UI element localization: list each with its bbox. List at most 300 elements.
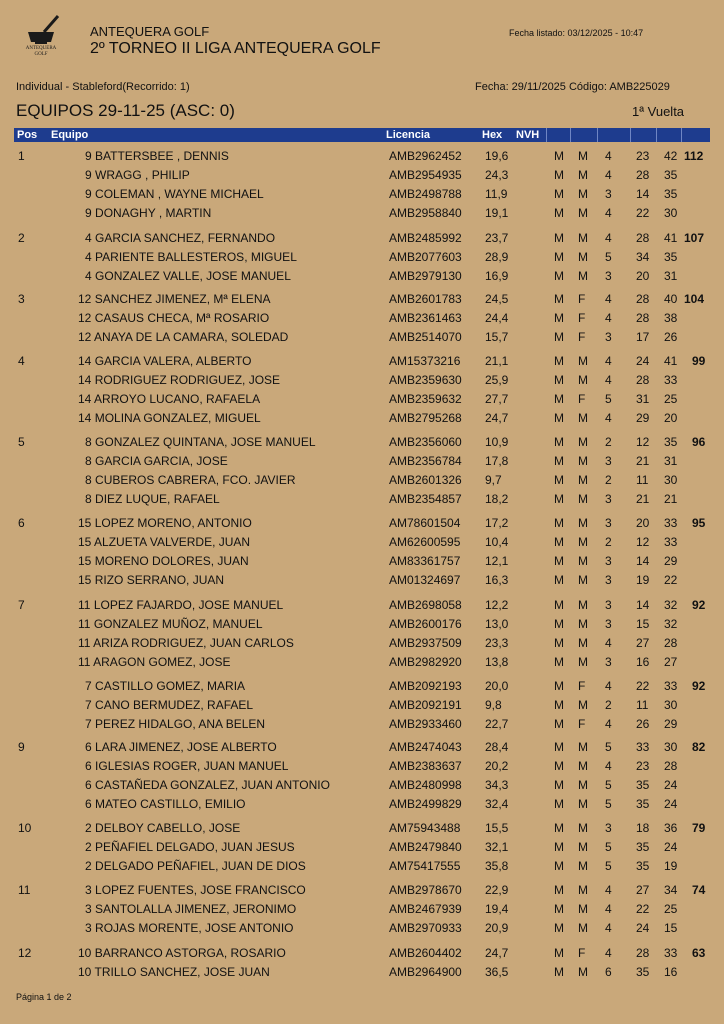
license: AMB2361463 — [389, 311, 462, 325]
table-row — [0, 838, 724, 856]
col-s2: M — [578, 902, 588, 916]
player-name-text: MATEO CASTILLO, EMILIO — [95, 797, 246, 811]
table-row — [0, 552, 724, 570]
position: 3 — [18, 292, 25, 306]
license: AMB2601783 — [389, 292, 462, 306]
col-s1: M — [554, 392, 564, 406]
player-name — [85, 185, 264, 203]
handicap: 15,7 — [485, 330, 509, 344]
col-n: 6 — [605, 965, 612, 979]
col-s1: M — [554, 698, 564, 712]
position: 12 — [18, 946, 32, 960]
header-nvh: NVH — [516, 129, 540, 141]
handicap: 35,8 — [485, 859, 509, 873]
col-s2: F — [578, 392, 586, 406]
license: AM78601504 — [389, 516, 461, 530]
col-b: 22 — [664, 573, 678, 587]
license: AMB2970933 — [389, 921, 462, 935]
col-b: 33 — [664, 946, 678, 960]
team-total: 107 — [684, 231, 705, 245]
col-n: 3 — [605, 573, 612, 587]
table-row — [0, 533, 724, 551]
player-name-text: ROJAS MORENTE, JOSE ANTONIO — [95, 921, 294, 935]
table-row — [0, 390, 724, 408]
col-b: 31 — [664, 269, 678, 283]
table-row — [0, 229, 724, 247]
org-name: ANTEQUERA GOLF — [90, 24, 210, 39]
player-name-text: LARA JIMENEZ, JOSE ALBERTO — [95, 740, 277, 754]
team-number: 8 — [85, 492, 92, 506]
player-name — [85, 229, 275, 247]
handicap: 16,9 — [485, 269, 509, 283]
col-a: 28 — [636, 168, 650, 182]
player-name — [85, 204, 211, 222]
player-name-text: ANAYA DE LA CAMARA, SOLEDAD — [94, 330, 289, 344]
player-name-text: TRILLO SANCHEZ, JOSE JUAN — [94, 965, 270, 979]
col-b: 35 — [664, 250, 678, 264]
col-s2: F — [578, 311, 586, 325]
handicap: 24,3 — [485, 168, 509, 182]
col-s1: M — [554, 717, 564, 731]
team-number: 10 — [78, 965, 92, 979]
player-name-text: BATTERSBEE , DENNIS — [95, 149, 229, 163]
handicap: 23,3 — [485, 636, 509, 650]
player-name — [85, 900, 296, 918]
listing-date: Fecha listado: 03/12/2025 - 10:47 — [509, 28, 644, 38]
player-name-text: IGLESIAS ROGER, JUAN MANUEL — [95, 759, 289, 773]
col-b: 38 — [664, 311, 678, 325]
date-code: Fecha: 29/11/2025 Código: AMB225029 — [475, 81, 670, 93]
col-b: 33 — [664, 516, 678, 530]
col-s1: M — [554, 636, 564, 650]
col-b: 42 — [664, 149, 678, 163]
table-row — [0, 900, 724, 918]
player-name-text: ALZUETA VALVERDE, JUAN — [94, 535, 251, 549]
player-name-text: LOPEZ FAJARDO, JOSE MANUEL — [93, 598, 284, 612]
col-a: 20 — [636, 516, 650, 530]
col-s2: M — [578, 206, 588, 220]
player-name-text: CANO BERMUDEZ, RAFAEL — [95, 698, 254, 712]
player-name-text: CASAUS CHECA, Mª ROSARIO — [94, 311, 270, 325]
player-name — [85, 696, 253, 714]
round-label: 1ª Vuelta — [632, 104, 685, 119]
player-name — [85, 147, 229, 165]
team-total: 96 — [692, 435, 706, 449]
col-s1: M — [554, 187, 564, 201]
handicap: 13,8 — [485, 655, 509, 669]
col-s1: M — [554, 311, 564, 325]
col-n: 3 — [605, 492, 612, 506]
col-b: 33 — [664, 535, 678, 549]
player-name — [78, 634, 294, 652]
player-name-text: RODRIGUEZ RODRIGUEZ, JOSE — [94, 373, 281, 387]
col-b: 41 — [664, 231, 678, 245]
header-hex: Hex — [482, 129, 503, 141]
col-s1: M — [554, 946, 564, 960]
player-name — [78, 552, 249, 570]
license: AMB2359632 — [389, 392, 462, 406]
license: AMB2474043 — [389, 740, 462, 754]
col-b: 26 — [664, 330, 678, 344]
handicap: 24,5 — [485, 292, 509, 306]
svg-text:ANTEQUERA: ANTEQUERA — [25, 46, 57, 51]
table-row — [0, 881, 724, 899]
license: AMB2958840 — [389, 206, 462, 220]
col-n: 4 — [605, 411, 612, 425]
handicap: 32,4 — [485, 797, 509, 811]
team-number: 7 — [85, 717, 92, 731]
player-name-text: DELBOY CABELLO, JOSE — [95, 821, 241, 835]
handicap: 19,4 — [485, 902, 509, 916]
team-number: 9 — [85, 206, 92, 220]
team-number: 14 — [78, 411, 92, 425]
col-s2: M — [578, 435, 588, 449]
col-n: 4 — [605, 902, 612, 916]
license: AMB2604402 — [389, 946, 462, 960]
col-s1: M — [554, 535, 564, 549]
license: AM75943488 — [389, 821, 461, 835]
table-row — [0, 615, 724, 633]
col-s2: M — [578, 187, 588, 201]
team-number: 6 — [85, 759, 92, 773]
col-n: 4 — [605, 717, 612, 731]
col-s1: M — [554, 655, 564, 669]
col-s1: M — [554, 269, 564, 283]
player-name — [78, 352, 251, 370]
col-a: 26 — [636, 717, 650, 731]
player-name — [85, 738, 277, 756]
team-number: 6 — [85, 740, 92, 754]
col-a: 14 — [636, 554, 650, 568]
player-name — [78, 409, 261, 427]
col-b: 33 — [664, 373, 678, 387]
col-a: 22 — [636, 206, 650, 220]
team-number: 12 — [78, 311, 92, 325]
col-b: 24 — [664, 840, 678, 854]
position: 10 — [18, 821, 32, 835]
antequera-golf-logo — [18, 12, 64, 56]
player-name — [78, 328, 288, 346]
player-name — [78, 290, 271, 308]
team-total: 74 — [692, 883, 706, 897]
handicap: 20,0 — [485, 679, 509, 693]
col-s1: M — [554, 168, 564, 182]
player-name-text: ARROYO LUCANO, RAFAELA — [94, 392, 261, 406]
team-number: 15 — [78, 573, 92, 587]
handicap: 20,9 — [485, 921, 509, 935]
player-name-text: ARAGON GOMEZ, JOSE — [93, 655, 231, 669]
license: AMB2933460 — [389, 717, 462, 731]
table-row — [0, 204, 724, 222]
player-name-text: GARCIA VALERA, ALBERTO — [94, 354, 252, 368]
col-s2: M — [578, 636, 588, 650]
equipos-title: EQUIPOS 29-11-25 (ASC: 0) — [16, 101, 235, 120]
col-n: 5 — [605, 392, 612, 406]
position: 1 — [18, 149, 25, 163]
header-equipo: Equipo — [51, 129, 89, 141]
license: AMB2499829 — [389, 797, 462, 811]
team-number: 3 — [85, 902, 92, 916]
player-name-text: CASTAÑEDA GONZALEZ, JUAN ANTONIO — [95, 778, 330, 792]
col-s1: M — [554, 354, 564, 368]
license: AMB2795268 — [389, 411, 462, 425]
player-name — [78, 371, 280, 389]
license: AM62600595 — [389, 535, 461, 549]
col-n: 3 — [605, 516, 612, 530]
col-s1: M — [554, 859, 564, 873]
player-name-text: GARCIA SANCHEZ, FERNANDO — [95, 231, 276, 245]
team-number: 6 — [85, 797, 92, 811]
col-b: 35 — [664, 435, 678, 449]
col-s2: M — [578, 598, 588, 612]
player-name — [78, 596, 283, 614]
col-a: 33 — [636, 740, 650, 754]
handicap: 17,8 — [485, 454, 509, 468]
team-number: 14 — [78, 354, 92, 368]
table-row — [0, 963, 724, 981]
col-b: 41 — [664, 354, 678, 368]
team-number: 15 — [78, 535, 92, 549]
table-row — [0, 919, 724, 937]
license: AMB2601326 — [389, 473, 462, 487]
player-name-text: WRAGG , PHILIP — [95, 168, 190, 182]
table-row — [0, 352, 724, 370]
col-b: 28 — [664, 636, 678, 650]
col-b: 40 — [664, 292, 678, 306]
position: 5 — [18, 435, 25, 449]
table-row — [0, 715, 724, 733]
col-n: 4 — [605, 206, 612, 220]
license: AMB2979130 — [389, 269, 462, 283]
team-number: 8 — [85, 473, 92, 487]
col-b: 29 — [664, 554, 678, 568]
col-s2: F — [578, 946, 586, 960]
table-row — [0, 819, 724, 837]
col-n: 3 — [605, 187, 612, 201]
col-b: 20 — [664, 411, 678, 425]
col-b: 27 — [664, 655, 678, 669]
player-name — [85, 471, 296, 489]
table-row — [0, 309, 724, 327]
player-name-text: COLEMAN , WAYNE MICHAEL — [95, 187, 264, 201]
col-b: 32 — [664, 598, 678, 612]
col-s2: F — [578, 330, 586, 344]
handicap: 21,1 — [485, 354, 509, 368]
player-name — [78, 963, 270, 981]
player-name — [85, 677, 245, 695]
player-name — [85, 757, 288, 775]
table-row — [0, 328, 724, 346]
col-s2: F — [578, 679, 586, 693]
col-s1: M — [554, 778, 564, 792]
col-n: 4 — [605, 311, 612, 325]
handicap: 23,7 — [485, 231, 509, 245]
col-a: 28 — [636, 231, 650, 245]
player-name-text: CASTILLO GOMEZ, MARIA — [95, 679, 246, 693]
col-s2: M — [578, 778, 588, 792]
license: AM75417555 — [389, 859, 461, 873]
col-n: 4 — [605, 292, 612, 306]
col-n: 4 — [605, 373, 612, 387]
handicap: 18,2 — [485, 492, 509, 506]
page-number: Página 1 de 2 — [16, 992, 72, 1002]
col-s1: M — [554, 921, 564, 935]
player-name — [78, 514, 252, 532]
col-b: 30 — [664, 698, 678, 712]
player-name-text: GONZALEZ MUÑOZ, MANUEL — [93, 617, 263, 631]
col-a: 34 — [636, 250, 650, 264]
table-row — [0, 514, 724, 532]
team-number: 15 — [78, 554, 92, 568]
table-row — [0, 185, 724, 203]
license: AMB2964900 — [389, 965, 462, 979]
table-row — [0, 634, 724, 652]
license: AMB2354857 — [389, 492, 462, 506]
handicap: 11,9 — [485, 187, 508, 201]
col-s1: M — [554, 759, 564, 773]
col-s2: M — [578, 231, 588, 245]
table-row — [0, 738, 724, 756]
col-s2: M — [578, 883, 588, 897]
player-name-text: GONZALEZ VALLE, JOSE MANUEL — [95, 269, 291, 283]
handicap: 12,2 — [485, 598, 509, 612]
col-s1: M — [554, 473, 564, 487]
col-s2: M — [578, 554, 588, 568]
col-a: 28 — [636, 373, 650, 387]
col-s1: M — [554, 206, 564, 220]
col-n: 3 — [605, 330, 612, 344]
position: 11 — [18, 883, 31, 897]
team-number: 4 — [85, 269, 92, 283]
col-s1: M — [554, 740, 564, 754]
player-name — [85, 819, 240, 837]
col-a: 22 — [636, 679, 650, 693]
col-a: 21 — [636, 454, 650, 468]
col-n: 4 — [605, 759, 612, 773]
team-number: 15 — [78, 516, 92, 530]
col-n: 4 — [605, 921, 612, 935]
col-s2: M — [578, 759, 588, 773]
col-s1: M — [554, 797, 564, 811]
col-n: 2 — [605, 435, 612, 449]
col-n: 5 — [605, 740, 612, 754]
col-a: 35 — [636, 965, 650, 979]
player-name — [85, 715, 265, 733]
license: AMB2498788 — [389, 187, 462, 201]
col-n: 2 — [605, 698, 612, 712]
team-number: 12 — [78, 330, 92, 344]
table-row — [0, 944, 724, 962]
col-s1: M — [554, 516, 564, 530]
col-a: 15 — [636, 617, 650, 631]
col-s2: M — [578, 411, 588, 425]
player-name — [78, 944, 286, 962]
table-row — [0, 166, 724, 184]
handicap: 28,4 — [485, 740, 509, 754]
col-s2: M — [578, 250, 588, 264]
license: AMB2514070 — [389, 330, 462, 344]
col-b: 30 — [664, 473, 678, 487]
license: AMB2383637 — [389, 759, 462, 773]
col-a: 21 — [636, 492, 650, 506]
team-number: 9 — [85, 149, 92, 163]
modality: Individual - Stableford(Recorrido: 1) — [16, 81, 190, 93]
col-s1: M — [554, 617, 564, 631]
col-s2: M — [578, 492, 588, 506]
player-name — [85, 267, 291, 285]
col-s2: M — [578, 354, 588, 368]
col-a: 23 — [636, 759, 650, 773]
col-s2: M — [578, 373, 588, 387]
handicap: 17,2 — [485, 516, 509, 530]
table-row — [0, 409, 724, 427]
handicap: 9,8 — [485, 698, 502, 712]
team-number: 2 — [85, 821, 92, 835]
col-s2: M — [578, 473, 588, 487]
col-n: 5 — [605, 250, 612, 264]
col-b: 19 — [664, 859, 678, 873]
table-row — [0, 795, 724, 813]
col-s1: M — [554, 231, 564, 245]
col-a: 35 — [636, 840, 650, 854]
col-a: 14 — [636, 187, 650, 201]
license: AMB2480998 — [389, 778, 462, 792]
handicap: 9,7 — [485, 473, 502, 487]
col-b: 28 — [664, 759, 678, 773]
col-b: 32 — [664, 617, 678, 631]
col-a: 19 — [636, 573, 650, 587]
team-number: 8 — [85, 435, 92, 449]
player-name-text: LOPEZ MORENO, ANTONIO — [94, 516, 252, 530]
player-name — [85, 838, 295, 856]
handicap: 10,4 — [485, 535, 509, 549]
team-number: 3 — [85, 883, 92, 897]
license: AMB2356784 — [389, 454, 462, 468]
handicap: 10,9 — [485, 435, 509, 449]
table-row — [0, 653, 724, 671]
col-n: 4 — [605, 946, 612, 960]
position: 2 — [18, 231, 25, 245]
player-name — [78, 653, 231, 671]
team-number: 3 — [85, 921, 92, 935]
col-n: 3 — [605, 269, 612, 283]
team-number: 4 — [85, 231, 92, 245]
col-s1: M — [554, 598, 564, 612]
team-number: 10 — [78, 946, 92, 960]
license: AMB2698058 — [389, 598, 462, 612]
col-a: 11 — [636, 698, 649, 712]
handicap: 34,3 — [485, 778, 509, 792]
col-a: 20 — [636, 269, 650, 283]
col-a: 28 — [636, 292, 650, 306]
player-name — [85, 433, 316, 451]
license: AMB2092191 — [389, 698, 462, 712]
handicap: 15,5 — [485, 821, 509, 835]
team-number: 9 — [85, 187, 92, 201]
license: AMB2359630 — [389, 373, 462, 387]
player-name — [78, 615, 263, 633]
player-name — [85, 166, 190, 184]
col-s2: M — [578, 698, 588, 712]
team-number: 2 — [85, 859, 92, 873]
table-row — [0, 248, 724, 266]
player-name-text: LOPEZ FUENTES, JOSE FRANCISCO — [95, 883, 306, 897]
license: AMB2982920 — [389, 655, 462, 669]
col-n: 3 — [605, 598, 612, 612]
player-name — [78, 533, 250, 551]
col-a: 18 — [636, 821, 650, 835]
col-s1: M — [554, 679, 564, 693]
